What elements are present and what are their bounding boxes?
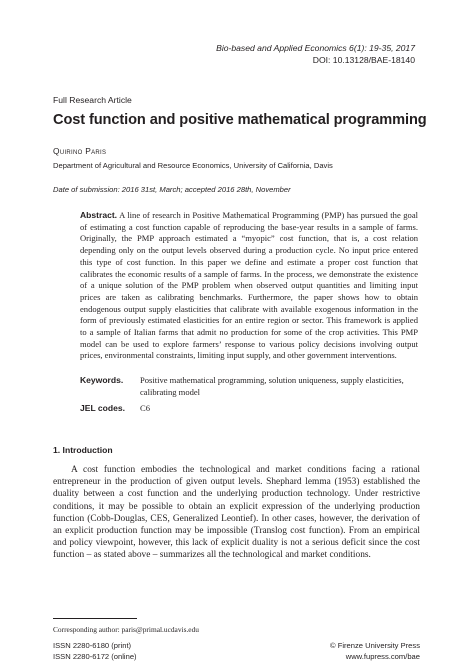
- journal-header: [216, 42, 415, 66]
- issn-block: [53, 640, 137, 662]
- issn-online: ISSN 2280-6172 (online): [53, 652, 137, 661]
- issn-print: ISSN 2280-6180 (print): [53, 641, 132, 650]
- author-affiliation: Department of Agricultural and Resource Economics, University of California, Davis: [53, 161, 333, 170]
- abstract-label: Abstract.: [80, 210, 118, 220]
- keywords: [80, 375, 418, 398]
- publisher-block: [330, 640, 420, 662]
- jel-codes-label: JEL codes.: [80, 403, 125, 413]
- introduction-paragraph: A cost function embodies the technological and market conditions facing a rational entrepreneur in the production of given output levels. Shephard lemma (1953) established the duality between a cost function and the underlying production technology. Under restrictive conditions, it may be possible to obtain an explicit expression of the underlying production function (Cobb-Douglas, CES, Generalized Leontief). In other cases, however, the derivation of an explicit production function may be impossible (Translog cost function). From an empirical and policy viewpoint, however, this lack of explicit duality is not a serious deficit since the cost function – as stated above – summarizes all the technological and market conditions.: [53, 465, 420, 561]
- copyright: © Firenze University Press: [330, 641, 420, 650]
- author-name-text: Quirino Paris: [53, 146, 107, 156]
- submission-dates: Date of submission: 2016 31st, March; accepted 2016 28th, November: [53, 185, 291, 194]
- footnote-divider: [53, 618, 137, 619]
- article-type: Full Research Article: [53, 95, 132, 105]
- doi[interactable]: DOI: 10.13128/BAE-18140: [312, 55, 415, 65]
- keywords-value: Positive mathematical programming, solution uniqueness, supply elasticities, calibrating model: [140, 375, 404, 397]
- section-heading-introduction: 1. Introduction: [53, 445, 113, 455]
- publisher-website[interactable]: www.fupress.com/bae: [345, 652, 420, 661]
- jel-codes: [80, 403, 418, 415]
- author-name: [53, 146, 106, 156]
- paper-title: Cost function and positive mathematical programming: [53, 112, 427, 128]
- keywords-label: Keywords.: [80, 375, 124, 385]
- abstract-text: A line of research in Positive Mathematical Programming (PMP) has pursued the goal of estimating a cost function capable of reproducing the base-year results in a sample of farms. Originally, the PMP approach estimated a “myopic” cost function, that is, a cost relation depending only on the output levels observed during a production cycle. No input price entered this type of cost function. In this paper we define and estimate a proper cost function that calibrates the economic results of a sample of farms. In the process, we demonstrate the existence of a unique solution of the PMP problem when observed output quantities and limiting input prices are taken as calibrating benchmarks. Furthermore, the paper shows how to obtain endogenous output supply elasticities that calibrate with available exogenous information in the form of previously estimated elasticities for an entire region or sector. This framework is applied to a sample of Italian farms that admit no production for some of the crop activities. This PMP model can be used to explore farmers’ response to various policy decisions involving output prices, environmental constraints, limiting input supply, and other government interventions.: [80, 210, 418, 361]
- journal-citation: Bio-based and Applied Economics 6(1): 19-35, 2017: [216, 43, 415, 53]
- jel-codes-value: C6: [140, 403, 150, 413]
- abstract: [80, 210, 418, 362]
- corresponding-author-footnote: Corresponding author: paris@primal.ucdavis.edu: [53, 625, 199, 634]
